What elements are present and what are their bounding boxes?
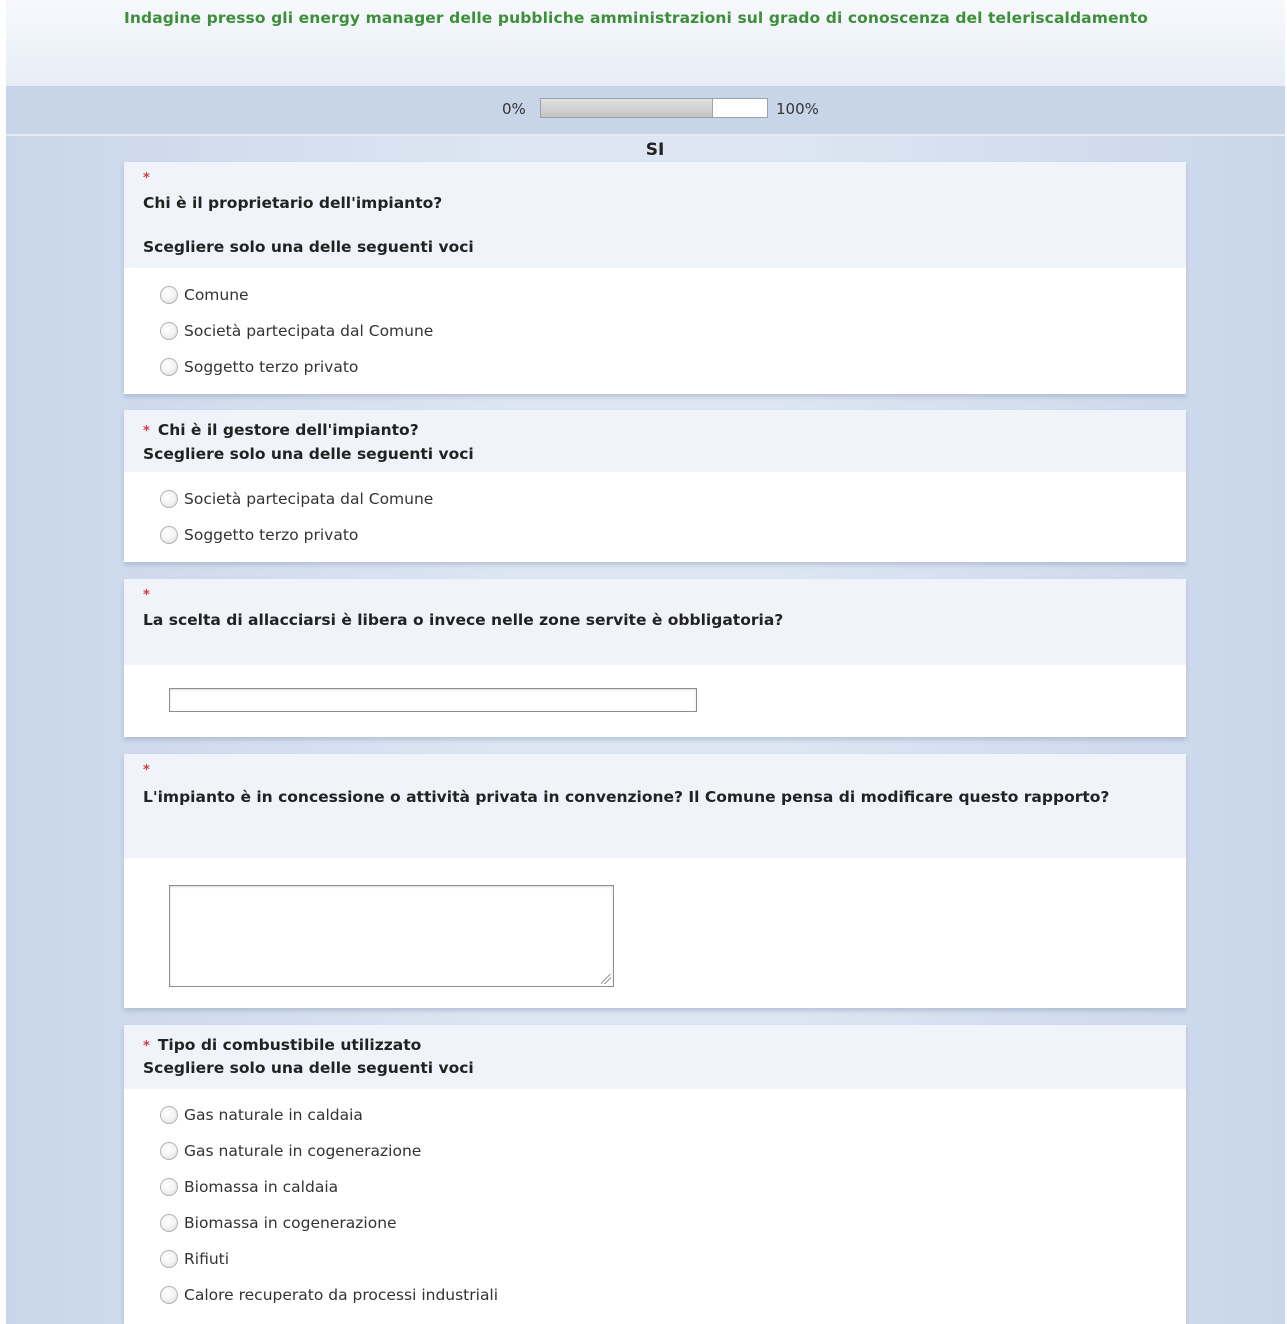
option-label: Società partecipata dal Comune	[184, 490, 434, 508]
option-comune[interactable]	[124, 277, 1186, 313]
survey-page	[6, 0, 1285, 1324]
question-text: Tipo di combustibile utilizzato	[157, 1036, 422, 1054]
question-text: L'impianto è in concessione o attività privata in convenzione? Il Comune pensa di modificare questo rapporto?	[143, 788, 1110, 806]
question-header	[124, 1025, 1186, 1089]
group-name: SI	[645, 140, 665, 160]
radio-button[interactable]	[160, 1250, 178, 1268]
question-fuel-type	[124, 1025, 1186, 1324]
progress-start-label: 0%	[502, 100, 526, 118]
mandatory-asterisk: *	[143, 588, 150, 603]
question-header	[124, 754, 1186, 858]
answer-options	[124, 268, 1186, 394]
option-label: Gas naturale in caldaia	[184, 1106, 363, 1124]
mandatory-asterisk: *	[143, 424, 150, 439]
progress-end-label: 100%	[776, 100, 819, 118]
option-biomassa-caldaia[interactable]	[124, 1169, 1186, 1205]
question-text: Chi è il gestore dell'impianto?	[157, 421, 419, 439]
question-owner	[124, 162, 1186, 394]
option-label: Calore recuperato da processi industriali	[184, 1286, 499, 1304]
radio-button[interactable]	[160, 1106, 178, 1124]
answer-area	[124, 665, 1186, 737]
option-soggetto-terzo-privato[interactable]	[124, 517, 1186, 553]
option-label: Rifiuti	[184, 1250, 230, 1268]
survey-header	[6, 0, 1285, 86]
radio-button[interactable]	[160, 286, 178, 304]
option-soggetto-terzo-privato[interactable]	[124, 349, 1186, 385]
option-rifiuti[interactable]	[124, 1241, 1186, 1277]
option-calore-recuperato[interactable]	[124, 1277, 1186, 1313]
question-text: Chi è il proprietario dell'impianto?	[143, 194, 443, 212]
answer-options	[124, 472, 1186, 562]
question-header	[124, 579, 1186, 665]
radio-button[interactable]	[160, 490, 178, 508]
question-connection-choice	[124, 579, 1186, 737]
radio-button[interactable]	[160, 1178, 178, 1196]
answer-options	[124, 1089, 1186, 1324]
option-biomassa-cogenerazione[interactable]	[124, 1205, 1186, 1241]
question-manager	[124, 410, 1186, 562]
option-label: Gas naturale in cogenerazione	[184, 1142, 422, 1160]
option-gas-caldaia[interactable]	[124, 1097, 1186, 1133]
option-label: Comune	[184, 286, 249, 304]
progress-bar	[540, 98, 768, 118]
progress-area	[6, 86, 1285, 136]
radio-button[interactable]	[160, 358, 178, 376]
question-header	[124, 410, 1186, 472]
option-label: Biomassa in cogenerazione	[184, 1214, 397, 1232]
long-text-input[interactable]	[169, 885, 614, 987]
radio-button[interactable]	[160, 322, 178, 340]
answer-area	[124, 858, 1186, 1008]
resize-grip-icon[interactable]	[601, 974, 611, 984]
radio-button[interactable]	[160, 1286, 178, 1304]
question-help: Scegliere solo una delle seguenti voci	[143, 445, 474, 463]
radio-button[interactable]	[160, 1214, 178, 1232]
option-label: Soggetto terzo privato	[184, 358, 359, 376]
option-gas-cogenerazione[interactable]	[124, 1133, 1186, 1169]
option-societa-partecipata[interactable]	[124, 313, 1186, 349]
question-concession	[124, 754, 1186, 1008]
short-text-input[interactable]	[169, 688, 697, 712]
question-text: La scelta di allacciarsi è libera o invece nelle zone servite è obbligatoria?	[143, 611, 784, 629]
question-title-row	[143, 1035, 421, 1054]
option-label: Società partecipata dal Comune	[184, 322, 434, 340]
mandatory-asterisk: *	[143, 763, 150, 778]
radio-button[interactable]	[160, 1142, 178, 1160]
question-header	[124, 162, 1186, 268]
question-title-row	[143, 420, 419, 439]
option-label: Biomassa in caldaia	[184, 1178, 339, 1196]
option-label: Soggetto terzo privato	[184, 526, 359, 544]
progress-bar-fill	[541, 99, 713, 117]
survey-title: Indagine presso gli energy manager delle pubbliche amministrazioni sul grado di conoscenza del teleriscaldamento	[124, 9, 1148, 27]
mandatory-asterisk: *	[143, 171, 150, 186]
option-societa-partecipata[interactable]	[124, 481, 1186, 517]
mandatory-asterisk: *	[143, 1039, 150, 1054]
radio-button[interactable]	[160, 526, 178, 544]
question-help: Scegliere solo una delle seguenti voci	[143, 238, 474, 256]
question-help: Scegliere solo una delle seguenti voci	[143, 1059, 474, 1077]
